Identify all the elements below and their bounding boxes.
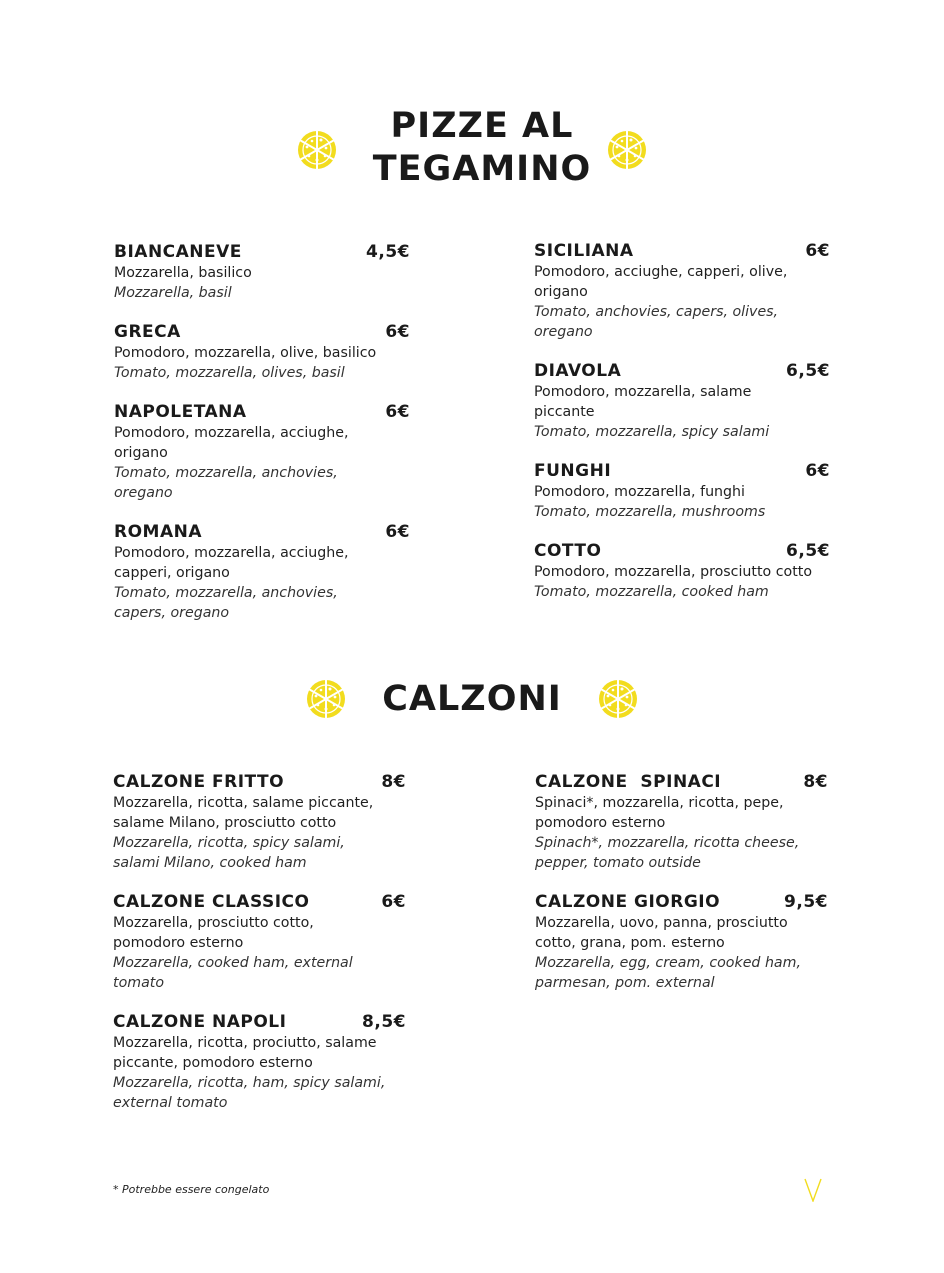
item-ingredients-it: Mozzarella, ricotta, salame piccante, salame Milano, prosciutto cotto <box>113 795 374 831</box>
item-name: DIAVOLA <box>534 361 622 381</box>
item-price: 6€ <box>385 322 410 342</box>
page-marker-v-icon <box>804 1178 822 1202</box>
item-ingredients-en: Mozzarella, cooked ham, external tomato <box>113 955 353 991</box>
item-price: 6€ <box>385 522 410 542</box>
pizza-icon <box>598 679 638 719</box>
item-ingredients-en: Mozzarella, ricotta, ham, spicy salami, external tomato <box>113 1075 386 1111</box>
item-ingredients-en: Mozzarella, basil <box>114 285 232 301</box>
item-name: CALZONE CLASSICO <box>113 892 310 912</box>
item-ingredients-en: Spinach*, mozzarella, ricotta cheese, pepper, tomato outside <box>535 835 800 871</box>
menu-item <box>113 772 406 873</box>
item-ingredients-it: Mozzarella, prosciutto cotto, pomodoro esterno <box>113 915 314 951</box>
section-header-pizze <box>0 103 944 193</box>
menu-item <box>534 361 830 442</box>
item-ingredients-en: Tomato, anchovies, capers, olives, oregano <box>534 304 779 340</box>
item-price: 6€ <box>385 402 410 422</box>
item-name: CALZONE FRITTO <box>113 772 285 792</box>
item-price: 8€ <box>803 772 828 792</box>
menu-item <box>114 322 410 383</box>
item-ingredients-it: Mozzarella, basilico <box>114 265 252 281</box>
item-name: BIANCANEVE <box>114 242 242 262</box>
item-ingredients-it: Spinaci*, mozzarella, ricotta, pepe, pomodoro esterno <box>535 795 784 831</box>
footnote: * Potrebbe essere congelato <box>113 1183 270 1196</box>
item-price: 9,5€ <box>784 892 828 912</box>
pizza-icon <box>607 130 647 170</box>
menu-item <box>534 541 830 602</box>
item-ingredients-it: Mozzarella, uovo, panna, prosciutto cotto, grana, pom. esterno <box>535 915 788 951</box>
item-price: 4,5€ <box>366 242 410 262</box>
item-ingredients-it: Pomodoro, mozzarella, prosciutto cotto <box>534 564 813 580</box>
menu-item <box>534 241 830 342</box>
item-ingredients-en: Tomato, mozzarella, mushrooms <box>534 504 766 520</box>
menu-item <box>114 242 410 303</box>
pizza-icon <box>297 130 337 170</box>
item-ingredients-it: Pomodoro, mozzarella, olive, basilico <box>114 345 377 361</box>
menu-item <box>535 772 828 873</box>
menu-item <box>114 522 410 623</box>
item-name: GRECA <box>114 322 181 342</box>
item-price: 8€ <box>381 772 406 792</box>
item-ingredients-en: Tomato, mozzarella, olives, basil <box>114 365 345 381</box>
menu-item <box>535 892 828 993</box>
menu-item <box>113 1012 406 1113</box>
pizza-icon <box>306 679 346 719</box>
item-ingredients-en: Mozzarella, egg, cream, cooked ham, parmesan, pom. external <box>535 955 801 991</box>
item-name: CALZONE GIORGIO <box>535 892 721 912</box>
item-price: 6,5€ <box>786 361 830 381</box>
item-ingredients-it: Pomodoro, mozzarella, acciughe, origano <box>114 425 349 461</box>
item-ingredients-it: Pomodoro, mozzarella, salame piccante <box>534 384 752 420</box>
item-name: CALZONE NAPOLI <box>113 1012 287 1032</box>
section-title-pizze: PIZZE AL TEGAMINO <box>372 106 592 189</box>
item-ingredients-it: Mozzarella, ricotta, prociutto, salame piccante, pomodoro esterno <box>113 1035 377 1071</box>
item-price: 8,5€ <box>362 1012 406 1032</box>
menu-item <box>113 892 406 993</box>
item-ingredients-en: Tomato, mozzarella, cooked ham <box>534 584 769 600</box>
item-ingredients-en: Tomato, mozzarella, spicy salami <box>534 424 770 440</box>
item-ingredients-en: Tomato, mozzarella, anchovies, capers, oregano <box>114 585 338 621</box>
menu-item <box>114 402 410 503</box>
item-name: ROMANA <box>114 522 202 542</box>
item-ingredients-it: Pomodoro, acciughe, capperi, olive, origano <box>534 264 788 300</box>
item-name: FUNGHI <box>534 461 612 481</box>
item-price: 6€ <box>381 892 406 912</box>
item-price: 6€ <box>805 241 830 261</box>
item-name: SICILIANA <box>534 241 634 261</box>
item-name: NAPOLETANA <box>114 402 247 422</box>
section-title-calzoni: CALZONI <box>382 678 562 719</box>
item-price: 6€ <box>805 461 830 481</box>
item-name: COTTO <box>534 541 602 561</box>
section-header-calzoni <box>0 677 944 721</box>
item-price: 6,5€ <box>786 541 830 561</box>
item-ingredients-it: Pomodoro, mozzarella, funghi <box>534 484 745 500</box>
menu-item <box>534 461 830 522</box>
item-name: CALZONE SPINACI <box>535 772 722 792</box>
item-ingredients-en: Mozzarella, ricotta, spicy salami, salami Milano, cooked ham <box>113 835 345 871</box>
item-ingredients-it: Pomodoro, mozzarella, acciughe, capperi, origano <box>114 545 349 581</box>
item-ingredients-en: Tomato, mozzarella, anchovies, oregano <box>114 465 338 501</box>
